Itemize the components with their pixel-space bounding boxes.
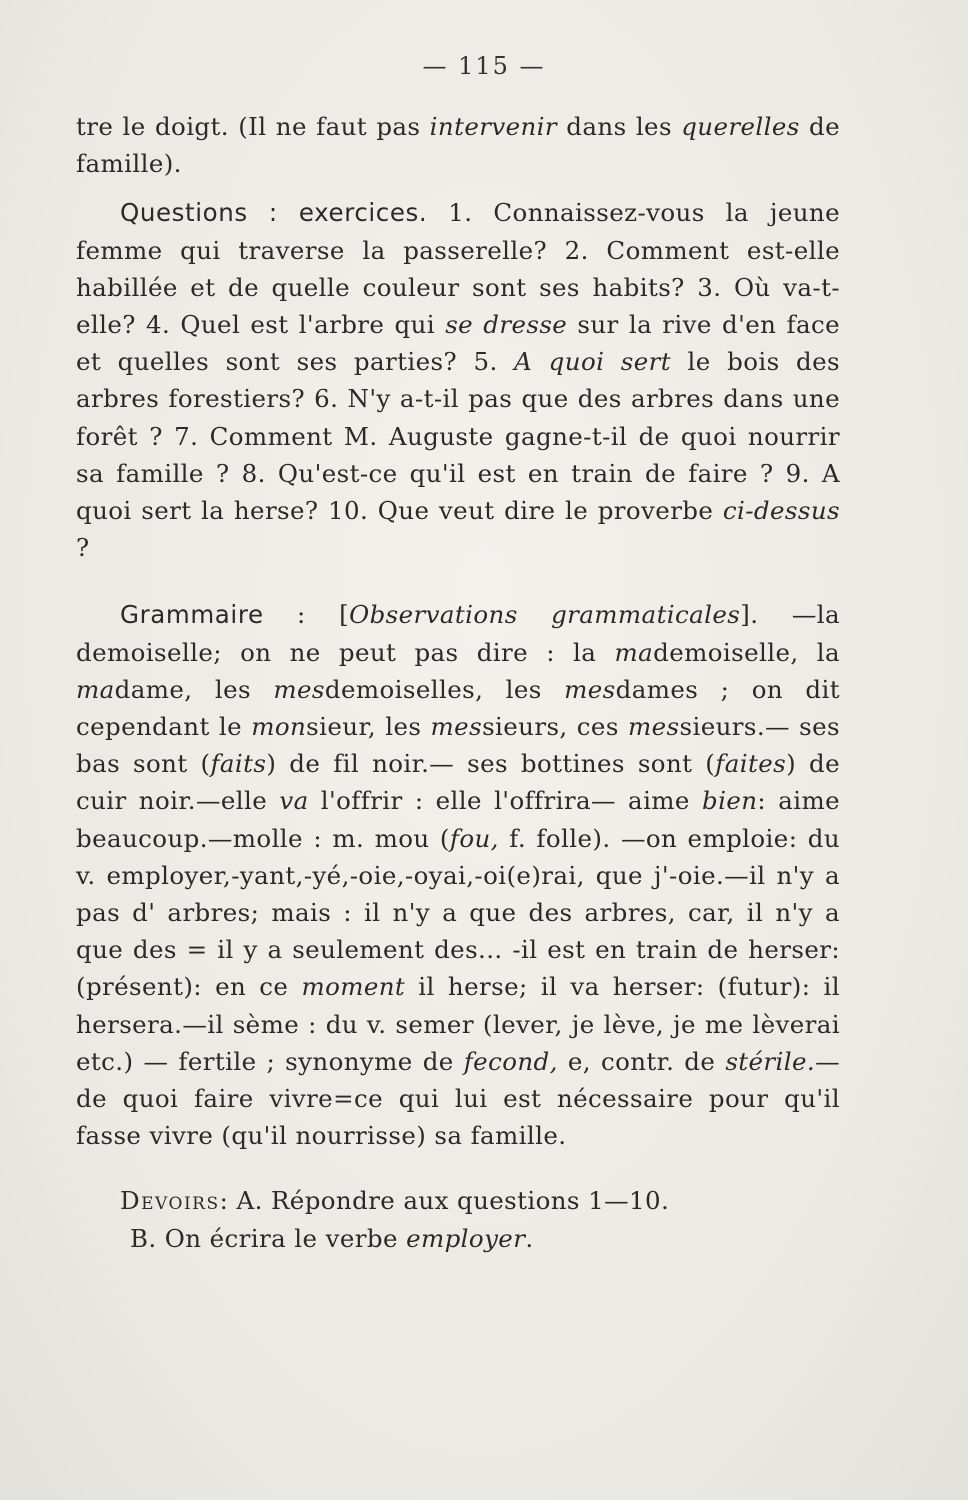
text-run: dame, les <box>114 674 274 704</box>
text-run: —de quoi faire vivre=ce qui lui est nécessaire pour qu'il fasse vivre (qu'il nourrisse) sa famille. <box>76 1046 841 1151</box>
text-run: demoiselles, les <box>324 674 565 704</box>
italic-run: A quoi sert <box>514 347 672 377</box>
section-heading: Questions : exercices. <box>120 198 428 228</box>
italic-run: moment <box>301 972 406 1002</box>
devoirs-block <box>76 1182 840 1256</box>
devoirs-line2: B. On écrira le verbe employer. <box>130 1223 534 1253</box>
page-body <box>76 108 840 1257</box>
italic-run: fou, <box>449 823 499 853</box>
text-run: tre le doigt. (Il ne faut pas <box>76 112 430 141</box>
italic-run: ma <box>614 637 654 667</box>
text-run: demoiselle, la <box>653 637 840 667</box>
italic-run: querelles <box>681 112 800 141</box>
italic-run: intervenir <box>429 112 558 141</box>
text-run: ]. —la demoiselle; on ne peut pas dire : la <box>76 600 840 667</box>
italic-run: faites <box>715 749 787 779</box>
grammar-paragraph <box>76 596 840 1154</box>
italic-run: mon <box>251 712 307 742</box>
italic-run: ci-dessus <box>722 496 840 526</box>
text-run: ) de cuir noir.—elle <box>76 749 840 816</box>
text-run: dames ; on dit cependant le <box>76 674 840 742</box>
italic-run: se dresse <box>445 310 568 340</box>
continuation-paragraph <box>76 108 840 182</box>
questions-paragraph <box>76 194 840 566</box>
italic-run: fecond, <box>463 1046 558 1076</box>
text-run: il herse; il va herser: (futur): il hersera.—il sème : du v. semer (lever, je lève, je me lèverai etc.) — fertile ; synonyme de <box>76 972 841 1076</box>
italic-run: mes <box>273 674 325 704</box>
page-number: — 115 — <box>422 52 546 80</box>
italic-run: stérile. <box>725 1046 816 1076</box>
italic-run: mes <box>627 712 680 742</box>
italic-run: Observations grammaticales <box>349 600 741 630</box>
section-heading: Grammaire <box>120 600 264 630</box>
text-run: ) de fil noir.— ses bottines sont ( <box>266 749 716 779</box>
text-run: 1. Connaissez-vous la jeune femme qui traverse la passerelle? 2. Comment est-elle habillée et de quelle couleur sont ses habits? 3. Où va-t-elle? 4. Quel est l'arbre qui <box>76 198 840 340</box>
text-run: sur la rive d'en face et quelles sont ses parties? 5. <box>76 310 840 377</box>
text-run: : [ <box>263 600 350 630</box>
text-run: dans les <box>557 112 682 141</box>
text-run: le bois des arbres forestiers? 6. N'y a-t-il pas que des arbres dans une forêt ? 7. Comment M. Auguste gagne-t-il de quoi nourrir sa famille ? 8. Qu'est-ce qu'il est en train de faire ? 9. A quoi sert la herse? 10. Que veut dire le proverbe <box>76 347 840 526</box>
text-run: l'offrir : elle l'offrira— aime <box>308 786 702 816</box>
italic-run: mes <box>564 674 616 704</box>
italic-run: bien <box>702 786 758 816</box>
devoirs-line1: : A. Répondre aux questions 1—10. <box>219 1186 670 1216</box>
text-run: sieurs.— ses bas sont ( <box>76 712 840 779</box>
text-run: f. folle). —on emploie: du v. employer,-yant,-yé,-oie,-oyai,-oi(e)rai, que j'-oie.—il n'y a pas d' arbres; mais : il n'y a que des arbres, car, il n'y a que des = il y a seulement des... -il est en train de herser: (présent): en ce <box>76 823 840 1002</box>
text-run: : aime beaucoup.—molle : m. mou ( <box>76 786 840 853</box>
text-run: e, contr. de <box>557 1046 726 1076</box>
text-run: de famille). <box>76 112 840 179</box>
text-run: sieur, les <box>306 712 431 742</box>
text-run: ? <box>76 533 90 563</box>
devoirs-label: Devoirs <box>120 1186 220 1216</box>
italic-run: va <box>279 786 309 816</box>
italic-run: faits <box>210 749 267 779</box>
italic-run: mes <box>430 712 483 742</box>
italic-run: ma <box>76 674 115 704</box>
text-run: sieurs, ces <box>482 712 628 742</box>
